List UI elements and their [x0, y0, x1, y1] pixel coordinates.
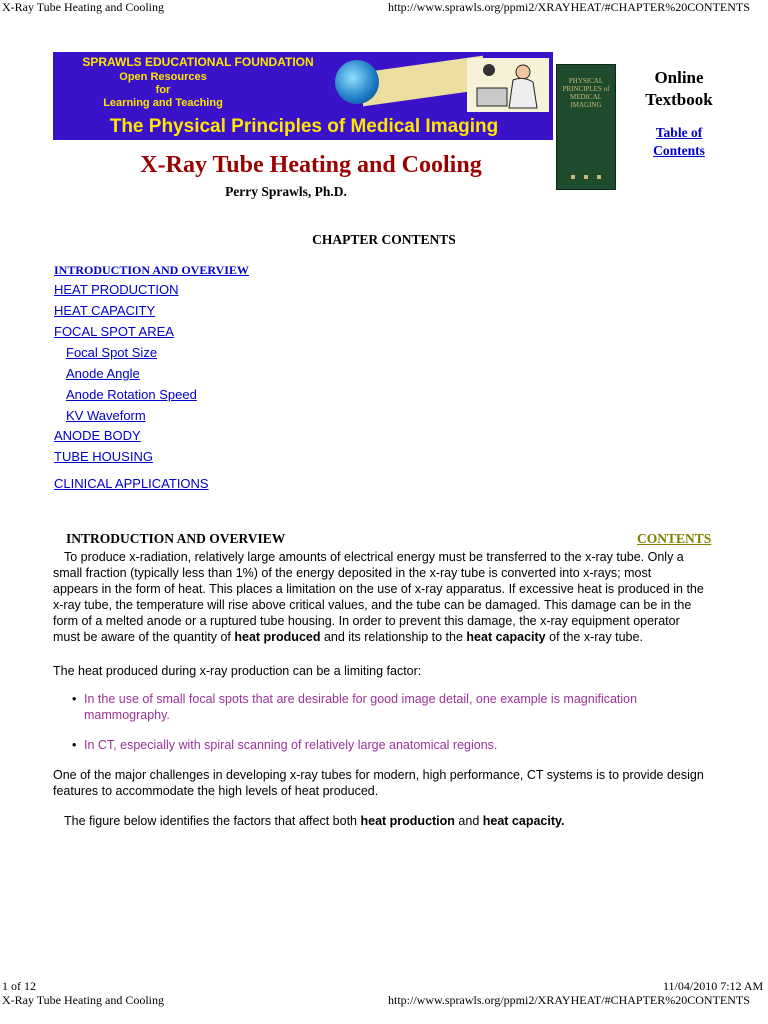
banner-org-name: SPRAWLS EDUCATIONAL FOUNDATION — [82, 55, 314, 69]
print-header-url: http://www.sprawls.org/ppmi2/XRAYHEAT/#CHAPTER%20CONTENTS — [388, 0, 750, 14]
print-header-title: X-Ray Tube Heating and Cooling — [2, 0, 164, 14]
banner-title: The Physical Principles of Medical Imaging — [109, 116, 499, 137]
toc-link-anode-body[interactable]: ANODE BODY — [54, 428, 141, 443]
toc-link-focal-spot-area[interactable]: FOCAL SPOT AREA — [54, 324, 174, 339]
light-beam-graphic — [363, 56, 483, 107]
print-footer-page-number: 1 of 12 — [2, 979, 36, 993]
table-of-contents-link[interactable]: Table of Contents — [653, 125, 705, 158]
intro-paragraph: To produce x-radiation, relatively large amounts of electrical energy must be transferred to the x-ray tube. Only a small fraction (typically less than 1%) of the energy deposited in the x-ray tube is converted into x-rays; most appears in the form of heat. This places a limitation on the use of x-ray apparatus. If excessive heat is produced in the x-ray tube, the temperature will rise above critical values, and the tube can be damaged. This damage can be in the form of a melted anode or a ruptured tube housing. In order to prevent this damage, the x-ray equipment operator must be aware of the quantity of heat produced and its relationship to the heat capacity of the x-ray tube. — [53, 550, 704, 644]
page-title: X-Ray Tube Heating and Cooling — [140, 152, 482, 178]
print-footer-title: X-Ray Tube Heating and Cooling — [2, 993, 164, 1007]
figure-intro-paragraph: The figure below identifies the factors that affect both heat production and heat capacity. — [64, 814, 565, 828]
author-name: Perry Sprawls, Ph.D. — [225, 184, 347, 199]
online-textbook-label: Online Textbook — [645, 68, 713, 109]
list-item-ct: • In CT, especially with spiral scanning of relatively large anatomical regions. — [72, 738, 498, 752]
ct-challenge-paragraph: One of the major challenges in developing x-ray tubes for modern, high performance, CT systems is to provide design features to accommodate the high levels of heat produced. — [53, 768, 704, 798]
foundation-banner[interactable] — [53, 52, 553, 140]
print-footer-url: http://www.sprawls.org/ppmi2/XRAYHEAT/#CHAPTER%20CONTENTS — [388, 993, 750, 1007]
toc-link-clinical-applications[interactable]: CLINICAL APPLICATIONS — [54, 476, 209, 491]
list-item-focal-spots: • In the use of small focal spots that are desirable for good image detail, one example is magnification mammography. — [72, 692, 638, 722]
scientist-figure-graphic — [467, 58, 549, 112]
toc-link-introduction[interactable]: INTRODUCTION AND OVERVIEW — [54, 263, 249, 277]
contents-link[interactable]: CONTENTS — [637, 531, 712, 546]
toc-link-tube-housing[interactable]: TUBE HOUSING — [54, 449, 153, 464]
textbook-cover-image[interactable]: PHYSICAL PRINCIPLES of MEDICAL IMAGING — [556, 64, 616, 190]
book-decoration-icon — [571, 173, 601, 181]
toc-link-heat-production[interactable]: HEAT PRODUCTION — [54, 282, 179, 297]
toc-link-anode-angle[interactable]: Anode Angle — [66, 366, 140, 381]
section-heading: INTRODUCTION AND OVERVIEW — [66, 531, 286, 546]
toc-link-focal-spot-size[interactable]: Focal Spot Size — [66, 345, 158, 360]
toc-link-kv-waveform[interactable]: KV Waveform — [66, 408, 146, 423]
toc-link-anode-rotation-speed[interactable]: Anode Rotation Speed — [66, 387, 197, 402]
globe-icon — [335, 60, 379, 104]
limiting-factor-paragraph: The heat produced during x-ray production can be a limiting factor: — [53, 664, 422, 678]
print-footer-datetime: 11/04/2010 7:12 AM — [663, 979, 764, 993]
toc-link-heat-capacity[interactable]: HEAT CAPACITY — [54, 303, 156, 318]
chapter-contents-heading: CHAPTER CONTENTS — [312, 232, 456, 247]
banner-tagline: Open Resources for Learning and Teaching — [103, 71, 223, 109]
